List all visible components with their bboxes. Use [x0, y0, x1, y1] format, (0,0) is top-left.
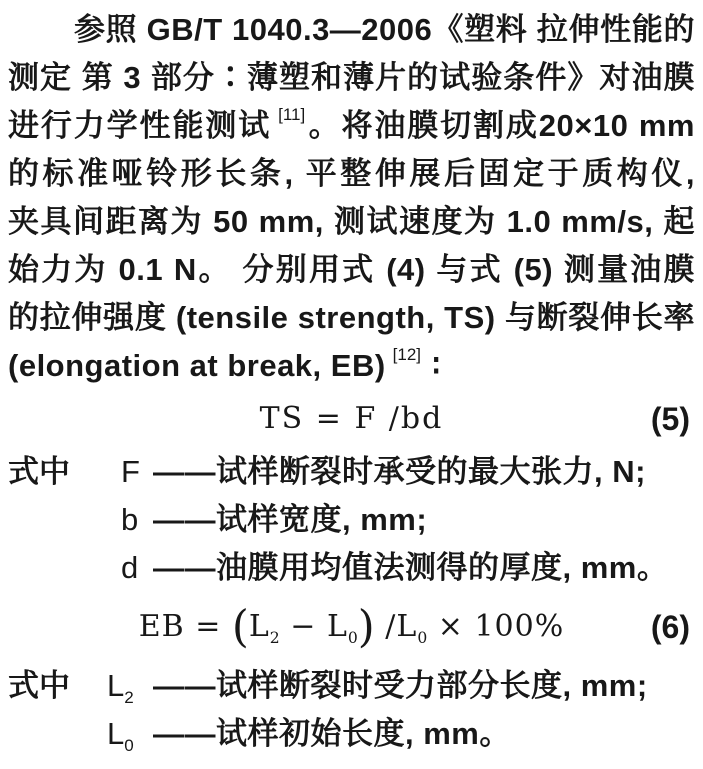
equation-5-body: TS = F /bd: [259, 401, 444, 436]
definition-text: ——试样断裂时受力部分长度, mm;: [153, 668, 648, 703]
definition-row-L0: [0, 710, 703, 758]
definition-text: ——试样宽度, mm;: [153, 502, 428, 537]
right-paren: ): [357, 602, 375, 653]
paragraph-line-1: 参照 GB/T 1040.3—2006《塑料 拉伸性能的: [74, 12, 695, 47]
equation-5-definitions: [0, 448, 703, 592]
equation-6-lhs: EB =: [138, 609, 232, 644]
paragraph-line-6: 始力为 0.1 N。 分别用式 (4) 与式 (5) 测量油膜: [8, 252, 695, 287]
definition-intro: 式中: [8, 668, 70, 703]
paragraph-line-8: (elongation at break, EB) [12] ∶: [8, 345, 441, 383]
term-L2: L: [248, 609, 270, 644]
definition-row-F: [0, 448, 703, 496]
paragraph-text: (elongation at break, EB): [8, 348, 386, 383]
equation-5: [0, 390, 703, 448]
symbol-subscript: 2: [124, 688, 134, 708]
paragraph-line-7: 的拉伸强度 (tensile strength, TS) 与断裂伸长率: [8, 300, 695, 335]
left-paren: (: [231, 602, 249, 653]
symbol-L2: [107, 662, 153, 710]
paragraph-line-5: 夹具间距离为 50 mm, 测试速度为 1.0 mm/s, 起: [8, 204, 695, 239]
denominator-L0: L: [396, 609, 418, 644]
definition-row-L2: [0, 662, 703, 710]
definition-text: ——试样断裂时承受的最大张力, N;: [153, 454, 646, 489]
subscript-0: 0: [347, 629, 358, 647]
paragraph-text: 。将油膜切割成20×10 mm: [307, 108, 695, 143]
symbol-base: L: [107, 668, 125, 703]
term-L0: L: [326, 609, 348, 644]
equation-6-body: [138, 602, 565, 653]
equation-6: [0, 592, 703, 662]
definition-intro-spacer: [8, 544, 107, 592]
definition-text: ——试样初始长度, mm。: [153, 716, 511, 751]
subscript-0: 0: [417, 629, 428, 647]
symbol-d: d: [121, 550, 139, 585]
symbol-F: F: [121, 454, 140, 489]
divide-sign: /: [374, 609, 397, 644]
paragraph-text: ∶: [423, 348, 441, 383]
definition-row-d: [0, 544, 703, 592]
symbol-b: b: [121, 502, 139, 537]
paragraph-text: 进行力学性能测试: [8, 108, 272, 143]
definition-intro-spacer: [8, 710, 107, 758]
definition-intro-spacer: [8, 496, 107, 544]
definition-intro: 式中: [8, 454, 70, 489]
symbol-base: L: [107, 716, 125, 751]
equation-5-number: (5): [650, 401, 690, 437]
times-100-percent: × 100%: [427, 609, 565, 644]
paragraph-line-4: 的标准哑铃形长条, 平整伸展后固定于质构仪,: [8, 156, 695, 191]
paragraph-line-3: 进行力学性能测试 [11]。将油膜切割成20×10 mm: [8, 105, 695, 143]
symbol-subscript: 0: [124, 736, 134, 756]
subscript-2: 2: [269, 629, 280, 647]
equation-6-number: (6): [650, 609, 690, 645]
minus-sign: −: [279, 609, 327, 644]
equation-6-definitions: [0, 662, 703, 758]
definition-row-b: [0, 496, 703, 544]
symbol-L0: [107, 710, 153, 758]
paragraph-line-2: 测定 第 3 部分∶薄塑和薄片的试验条件》对油膜: [8, 60, 695, 95]
definition-text: ——油膜用均值法测得的厚度, mm。: [153, 550, 669, 585]
